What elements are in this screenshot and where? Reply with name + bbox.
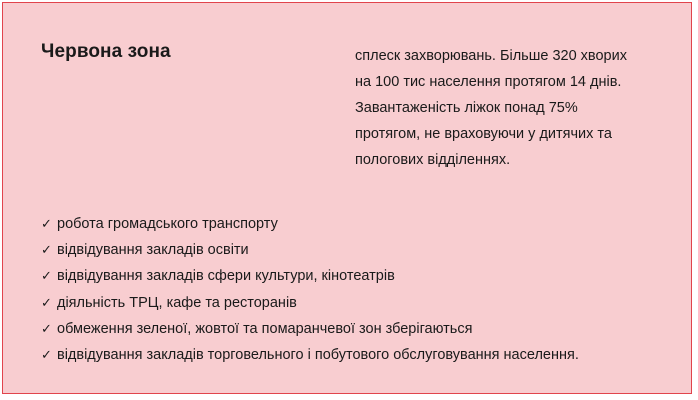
red-zone-card (2, 2, 692, 394)
list-item-text: відвідування закладів освіти (57, 242, 249, 259)
checkmark-icon: ✓ (41, 320, 52, 336)
checkmark-icon: ✓ (41, 347, 52, 363)
description-line: на 100 тис населення протягом 14 днів. (355, 74, 622, 90)
list-item (41, 237, 579, 263)
list-item (41, 211, 579, 237)
description-line: Завантаженість ліжок понад 75% (355, 100, 578, 116)
description-line: протягом, не враховуючи у дитячих та (355, 126, 612, 142)
checkmark-icon: ✓ (41, 242, 52, 258)
checkmark-icon: ✓ (41, 268, 52, 284)
zone-description (355, 43, 665, 173)
checkmark-icon: ✓ (41, 216, 52, 231)
list-item-text: обмеження зеленої, жовтої та помаранчевої зон зберігаються (57, 320, 473, 337)
list-item-text: відвідування закладів сфери культури, кінотеатрів (57, 268, 395, 285)
list-item (41, 263, 579, 289)
list-item-text: робота громадського транспорту (57, 216, 278, 232)
list-item-text: відвідування закладів торговельного і побутового обслуговування населення. (57, 347, 579, 364)
card-title: Червона зона (41, 41, 171, 62)
restrictions-list (41, 211, 579, 368)
description-line: пологових відділеннях. (355, 152, 511, 168)
list-item-text: діяльність ТРЦ, кафе та ресторанів (57, 294, 297, 311)
list-item (41, 316, 579, 342)
checkmark-icon: ✓ (41, 294, 52, 310)
list-item (41, 290, 579, 316)
description-line: сплеск захворювань. Більше 320 хворих (355, 48, 627, 64)
list-item (41, 342, 579, 368)
